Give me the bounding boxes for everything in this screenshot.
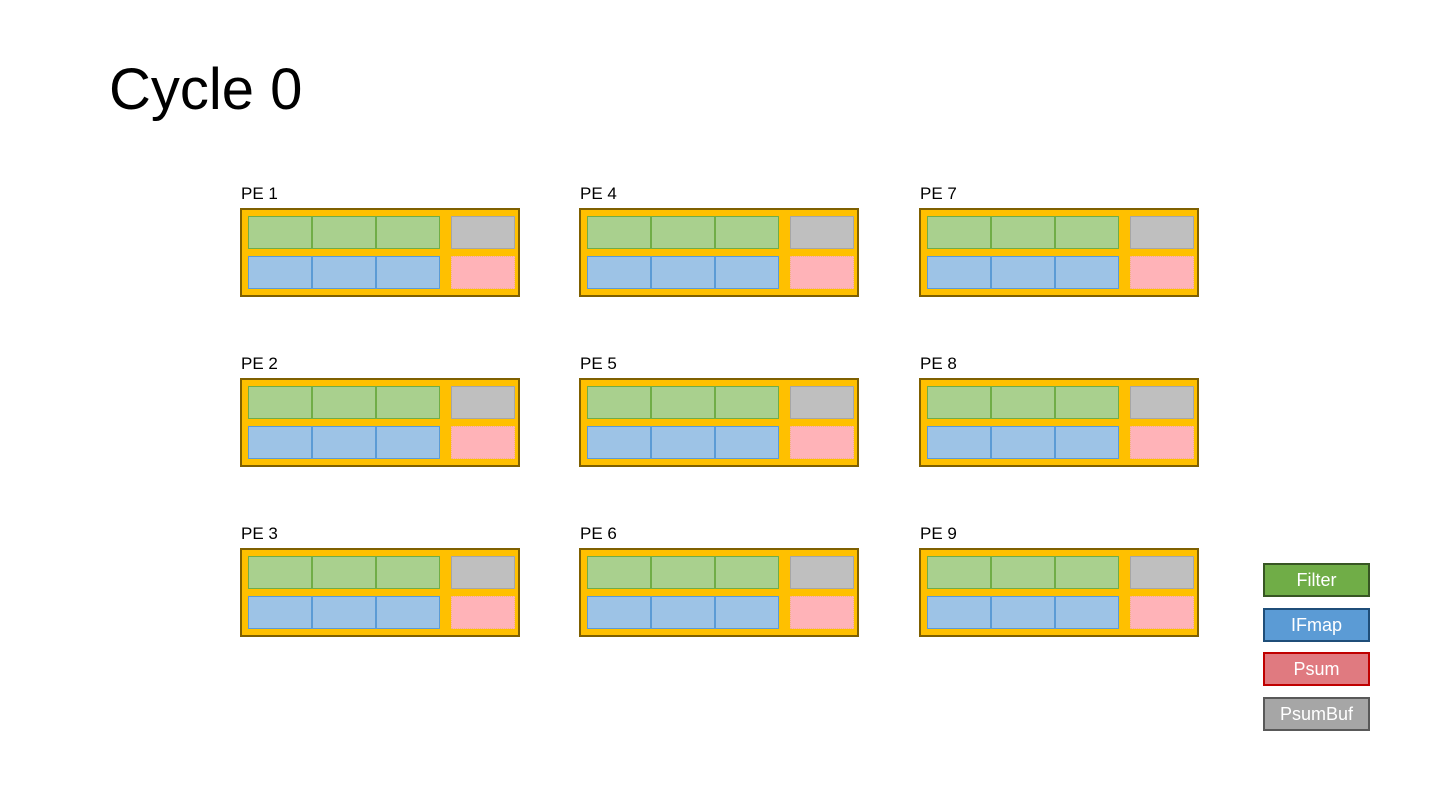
ifmap-cell bbox=[927, 256, 991, 289]
psumbuf-cell bbox=[451, 386, 515, 419]
filter-cell bbox=[1055, 386, 1119, 419]
pe-label: PE 5 bbox=[580, 354, 617, 373]
ifmap-cell bbox=[248, 426, 312, 459]
filter-cell bbox=[376, 386, 440, 419]
filter-cell bbox=[651, 216, 715, 249]
ifmap-cell bbox=[715, 426, 779, 459]
filter-cell bbox=[312, 216, 376, 249]
pe-box bbox=[240, 548, 520, 637]
legend-ifmap: IFmap bbox=[1263, 608, 1370, 642]
filter-cell bbox=[312, 386, 376, 419]
pe-label: PE 7 bbox=[920, 184, 957, 203]
filter-cell bbox=[376, 556, 440, 589]
filter-cell bbox=[248, 216, 312, 249]
pe-label: PE 4 bbox=[580, 184, 617, 203]
ifmap-cell bbox=[927, 426, 991, 459]
ifmap-cell bbox=[587, 426, 651, 459]
filter-cell bbox=[248, 386, 312, 419]
filter-cell bbox=[715, 556, 779, 589]
pe-box bbox=[919, 548, 1199, 637]
pe-label: PE 3 bbox=[241, 524, 278, 543]
legend-filter: Filter bbox=[1263, 563, 1370, 597]
legend-psum: Psum bbox=[1263, 652, 1370, 686]
filter-cell bbox=[651, 386, 715, 419]
psum-cell bbox=[1130, 256, 1194, 289]
ifmap-cell bbox=[927, 596, 991, 629]
filter-cell bbox=[587, 216, 651, 249]
ifmap-cell bbox=[991, 256, 1055, 289]
ifmap-cell bbox=[376, 596, 440, 629]
filter-cell bbox=[587, 386, 651, 419]
filter-cell bbox=[376, 216, 440, 249]
filter-cell bbox=[991, 556, 1055, 589]
pe-label: PE 6 bbox=[580, 524, 617, 543]
pe-box bbox=[240, 208, 520, 297]
ifmap-cell bbox=[312, 426, 376, 459]
ifmap-cell bbox=[651, 256, 715, 289]
ifmap-cell bbox=[1055, 596, 1119, 629]
psumbuf-cell bbox=[451, 216, 515, 249]
filter-cell bbox=[927, 216, 991, 249]
filter-cell bbox=[927, 556, 991, 589]
ifmap-cell bbox=[715, 256, 779, 289]
pe-box bbox=[579, 208, 859, 297]
filter-cell bbox=[927, 386, 991, 419]
ifmap-cell bbox=[312, 596, 376, 629]
pe-label: PE 9 bbox=[920, 524, 957, 543]
ifmap-cell bbox=[587, 256, 651, 289]
ifmap-cell bbox=[991, 426, 1055, 459]
psum-cell bbox=[790, 256, 854, 289]
filter-cell bbox=[587, 556, 651, 589]
filter-cell bbox=[312, 556, 376, 589]
ifmap-cell bbox=[248, 256, 312, 289]
pe-box bbox=[579, 378, 859, 467]
psum-cell bbox=[1130, 596, 1194, 629]
ifmap-cell bbox=[991, 596, 1055, 629]
ifmap-cell bbox=[376, 426, 440, 459]
pe-box bbox=[919, 208, 1199, 297]
ifmap-cell bbox=[1055, 426, 1119, 459]
pe-box bbox=[240, 378, 520, 467]
ifmap-cell bbox=[248, 596, 312, 629]
ifmap-cell bbox=[1055, 256, 1119, 289]
pe-label: PE 1 bbox=[241, 184, 278, 203]
ifmap-cell bbox=[651, 596, 715, 629]
filter-cell bbox=[991, 216, 1055, 249]
ifmap-cell bbox=[312, 256, 376, 289]
pe-label: PE 8 bbox=[920, 354, 957, 373]
slide-title: Cycle 0 bbox=[109, 57, 303, 122]
psum-cell bbox=[790, 426, 854, 459]
filter-cell bbox=[1055, 216, 1119, 249]
psum-cell bbox=[790, 596, 854, 629]
filter-cell bbox=[651, 556, 715, 589]
pe-box bbox=[579, 548, 859, 637]
psumbuf-cell bbox=[1130, 216, 1194, 249]
psumbuf-cell bbox=[451, 556, 515, 589]
ifmap-cell bbox=[376, 256, 440, 289]
pe-label: PE 2 bbox=[241, 354, 278, 373]
psumbuf-cell bbox=[1130, 556, 1194, 589]
ifmap-cell bbox=[715, 596, 779, 629]
pe-box bbox=[919, 378, 1199, 467]
psum-cell bbox=[451, 256, 515, 289]
filter-cell bbox=[991, 386, 1055, 419]
ifmap-cell bbox=[651, 426, 715, 459]
psumbuf-cell bbox=[790, 556, 854, 589]
filter-cell bbox=[715, 216, 779, 249]
psumbuf-cell bbox=[1130, 386, 1194, 419]
filter-cell bbox=[715, 386, 779, 419]
legend-psumbuf: PsumBuf bbox=[1263, 697, 1370, 731]
psumbuf-cell bbox=[790, 216, 854, 249]
psumbuf-cell bbox=[790, 386, 854, 419]
filter-cell bbox=[1055, 556, 1119, 589]
ifmap-cell bbox=[587, 596, 651, 629]
filter-cell bbox=[248, 556, 312, 589]
psum-cell bbox=[451, 426, 515, 459]
psum-cell bbox=[451, 596, 515, 629]
psum-cell bbox=[1130, 426, 1194, 459]
